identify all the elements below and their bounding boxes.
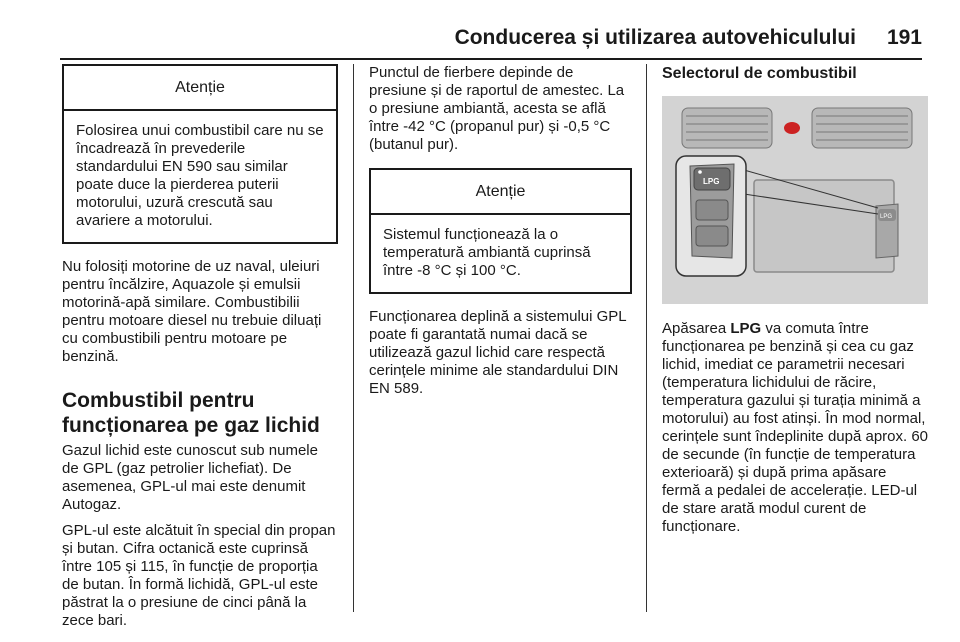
section-heading-lpg: Combustibil pentru funcționarea pe gaz lichid xyxy=(62,389,320,437)
warning-title: Atenție xyxy=(64,66,336,111)
warning-box-temperature xyxy=(369,168,632,294)
air-vent-right xyxy=(812,108,912,148)
lpg-key-label: LPG xyxy=(730,320,762,337)
column-3 xyxy=(662,64,928,536)
warning-text: Sistemul funcționează la o temperatură ambiantă cuprinsă între -8 °C și 100 °C. xyxy=(383,226,591,279)
hazard-button xyxy=(784,122,800,134)
page-number: 191 xyxy=(886,26,922,49)
warning-title: Atenție xyxy=(371,170,630,215)
display-screen xyxy=(754,180,894,272)
column-1 xyxy=(62,64,338,630)
paragraph-lpg-composition: GPL-ul este alcătuit în special din propan și butan. Cifra octanică este cuprinsă între 105 și 115, în funcție de proporția de butan. În formă lichidă, GPL-ul este păstrat la o presiune de cinci până la zece bari. xyxy=(62,522,336,629)
column-divider-2 xyxy=(646,64,647,612)
fuel-selector-description xyxy=(662,320,928,536)
status-led xyxy=(698,170,702,174)
air-vent-left xyxy=(682,108,772,148)
header-rule xyxy=(60,58,922,60)
chapter-title: Conducerea și utilizarea autovehiculului xyxy=(454,26,856,49)
fuel-selector-heading: Selectorul de combustibil xyxy=(662,65,857,82)
column-divider-1 xyxy=(353,64,354,612)
paragraph-marine-fuels: Nu folosiți motorine de uz naval, uleiuri pentru încălzire, Aquazole și emulsii motorină-apă similare. Combustibilii pentru motoare diesel nu trebuie diluați cu combustibili pentru motoare pe benzină. xyxy=(62,258,322,365)
warning-box xyxy=(62,64,338,244)
lpg-label: LPG xyxy=(703,177,720,186)
fuel-selector-illustration xyxy=(662,96,928,304)
paragraph-boiling-point: Punctul de fierbere depinde de presiune și de raportul de amestec. La o presiune ambiantă, acesta se află între -42 °C (propanul pur) și -0,5 °C (butanul pur). xyxy=(369,64,625,153)
caption-rest: va comuta între funcționarea pe benzină și cea cu gaz lichid, imediat ce parametrii necesari (temperatura lichidului de răcire, temperatura gazului și turația minimă a motorului) au fost atinși. În mod normal, cerințele sunt îndeplinite după aprox. 60 de secunde (în funcție de temperatura exterioară) și după prima apăsare fermă a pedalei de accelerație. LED-ul de stare arată modul curent de funcționare. xyxy=(662,320,929,535)
warning-text: Folosirea unui combustibil care nu se încadrează în prevederile standardului EN 590 sau similar poate duce la pierderea puterii motorului, uzură crescută sau avariere a motorului. xyxy=(76,122,324,229)
dashboard-drawing xyxy=(662,96,928,304)
column-2 xyxy=(369,64,632,398)
paragraph-lpg-definition: Gazul lichid este cunoscut sub numele de GPL (gaz petrolier lichefiat). De asemenea, GPL-ul mai este denumit Autogaz. xyxy=(62,442,318,513)
caption-prefix: Apăsarea xyxy=(662,320,731,337)
lpg-label-small: LPG xyxy=(880,214,893,220)
page-header xyxy=(60,26,922,60)
paragraph-lpg-standard: Funcționarea deplină a sistemului GPL poate fi garantată numai dacă se utilizează gazul lichid care respectă cerințele minime ale standardului DIN EN 589. xyxy=(369,308,627,397)
